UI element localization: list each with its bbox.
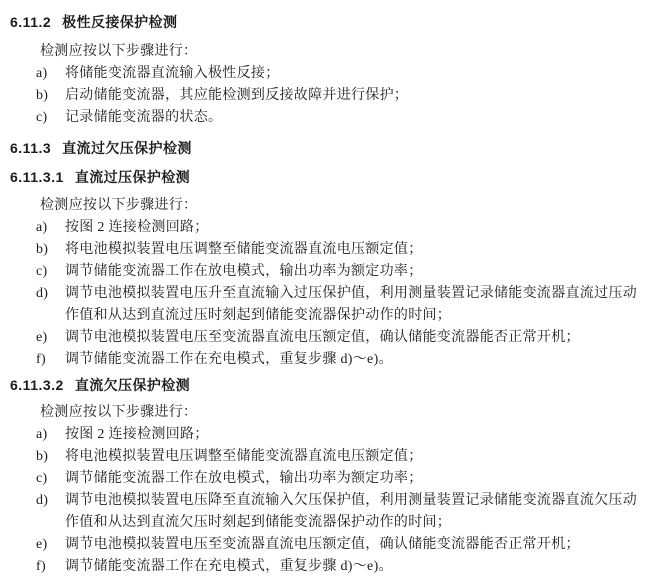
- section-title: 直流过欠压保护检测: [62, 140, 192, 156]
- step-list: [36, 63, 637, 129]
- step-text: 记录储能变流器的状态。: [65, 110, 223, 125]
- step-label: e): [36, 330, 48, 345]
- step-label: b): [36, 449, 49, 464]
- step-label: b): [36, 88, 49, 103]
- step-text: 调节储能变流器工作在充电模式，重复步骤 d)～e)。: [65, 559, 393, 574]
- section-title: 直流欠压保护检测: [74, 377, 191, 393]
- step-text: 按图 2 连接检测回路；: [65, 427, 209, 442]
- section-6-11-3-2: [10, 374, 637, 578]
- step-item: [36, 490, 637, 534]
- step-item: [36, 107, 637, 129]
- section-number: 6.11.3.1: [10, 169, 64, 185]
- section-heading: [10, 374, 637, 396]
- step-item: [36, 217, 637, 239]
- section-title: 直流过压保护检测: [74, 169, 191, 185]
- step-item: [36, 446, 637, 468]
- section-number: 6.11.3.2: [10, 377, 64, 393]
- section-6-11-3-1: [10, 166, 637, 371]
- section-number: 6.11.3: [10, 140, 52, 156]
- procedure-intro: 检测应按以下步骤进行：: [40, 44, 198, 59]
- step-text: 调节储能变流器工作在放电模式，输出功率为额定功率；: [65, 471, 423, 486]
- step-item: [36, 327, 637, 349]
- step-label: c): [36, 264, 48, 279]
- step-item: [36, 556, 637, 578]
- step-item: [36, 283, 637, 327]
- step-label: f): [36, 352, 46, 367]
- section-title: 极性反接保护检测: [62, 14, 178, 30]
- step-item: [36, 534, 637, 556]
- step-item: [36, 85, 637, 107]
- step-label: e): [36, 537, 48, 552]
- step-text: 将电池模拟装置电压调整至储能变流器直流电压额定值；: [65, 449, 423, 464]
- step-text: 将电池模拟装置电压调整至储能变流器直流电压额定值；: [65, 242, 423, 257]
- step-item: [36, 63, 637, 85]
- procedure-intro: 检测应按以下步骤进行：: [40, 198, 198, 213]
- step-item: [36, 468, 637, 490]
- section-6-11-3: [10, 137, 637, 159]
- step-item: [36, 349, 637, 371]
- step-item: [36, 261, 637, 283]
- step-text: 调节储能变流器工作在充电模式，重复步骤 d)～e)。: [65, 352, 393, 367]
- step-item: [36, 239, 637, 261]
- step-item: [36, 424, 637, 446]
- step-label: f): [36, 559, 46, 574]
- section-heading: [10, 137, 637, 159]
- step-text: 调节电池模拟装置电压至变流器直流电压额定值，确认储能变流器能否正常开机；: [65, 330, 580, 345]
- step-text: 将储能变流器直流输入极性反接；: [65, 66, 280, 81]
- step-label: c): [36, 110, 48, 125]
- procedure-intro: 检测应按以下步骤进行：: [40, 405, 198, 420]
- step-label: d): [36, 493, 49, 508]
- section-heading: [10, 166, 637, 188]
- section-heading: [10, 11, 637, 33]
- step-text: 调节电池模拟装置电压至变流器直流电压额定值，确认储能变流器能否正常开机；: [65, 537, 580, 552]
- step-label: c): [36, 471, 48, 486]
- step-label: d): [36, 286, 49, 301]
- step-list: [36, 424, 637, 578]
- section-number: 6.11.2: [10, 14, 52, 30]
- step-text: 按图 2 连接检测回路；: [65, 220, 209, 235]
- step-list: [36, 217, 637, 371]
- step-text: 调节电池模拟装置电压降至直流输入欠压保护值，利用测量装置记录储能变流器直流欠压动作值和从达到直流欠压时刻起到储能变流器保护动作的时间；: [65, 493, 637, 530]
- step-text: 调节储能变流器工作在放电模式，输出功率为额定功率；: [65, 264, 423, 279]
- step-text: 启动储能变流器，其应能检测到反接故障并进行保护；: [65, 88, 409, 103]
- step-label: a): [36, 220, 48, 235]
- step-text: 调节电池模拟装置电压升至直流输入过压保护值，利用测量装置记录储能变流器直流过压动作值和从达到直流过压时刻起到储能变流器保护动作的时间；: [65, 286, 637, 323]
- step-label: b): [36, 242, 49, 257]
- step-label: a): [36, 66, 48, 81]
- step-label: a): [36, 427, 48, 442]
- section-6-11-2: [10, 11, 637, 129]
